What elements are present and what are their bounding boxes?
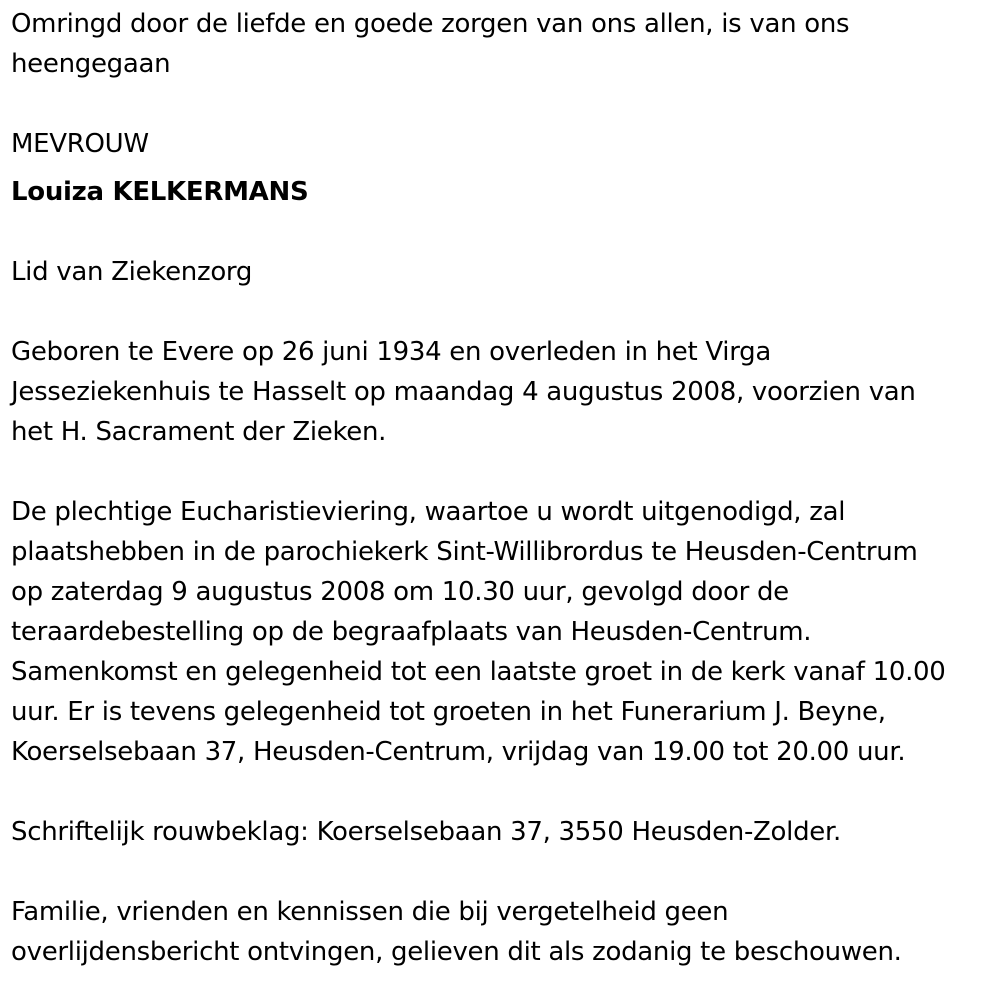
intro-line-2: heengegaan — [11, 49, 171, 79]
spacer — [11, 84, 990, 124]
closing-line-1: Familie, vrienden en kennissen die bij vergetelheid geen — [11, 897, 729, 927]
ceremony-line-3: op zaterdag 9 augustus 2008 om 10.30 uur, gevolgd door de — [11, 577, 789, 607]
spacer — [11, 292, 990, 332]
ceremony-line-6: uur. Er is tevens gelegenheid tot groeten in het Funerarium J. Beyne, — [11, 697, 886, 727]
ceremony-line-7: Koerselsebaan 37, Heusden-Centrum, vrijdag van 19.00 tot 20.00 uur. — [11, 737, 906, 767]
ceremony-line-1: De plechtige Eucharistieviering, waartoe u wordt uitgenodigd, zal — [11, 497, 846, 527]
spacer — [11, 212, 990, 252]
ceremony-line-4: teraardebestelling op de begraafplaats van Heusden-Centrum. — [11, 617, 812, 647]
closing-line-2: overlijdensbericht ontvingen, gelieven dit als zodanig te beschouwen. — [11, 937, 902, 967]
membership-line: Lid van Ziekenzorg — [11, 257, 253, 287]
spacer — [11, 852, 990, 892]
intro-paragraph — [11, 4, 990, 84]
birth-death-paragraph — [11, 332, 990, 452]
birth-death-line-3: het H. Sacrament der Zieken. — [11, 417, 387, 447]
spacer — [11, 452, 990, 492]
spacer — [11, 772, 990, 812]
intro-line-1: Omringd door de liefde en goede zorgen van ons allen, is van ons — [11, 9, 850, 39]
birth-death-line-2: Jesseziekenhuis te Hasselt op maandag 4 augustus 2008, voorzien van — [11, 377, 916, 407]
ceremony-paragraph — [11, 492, 990, 772]
closing-paragraph — [11, 892, 990, 972]
birth-death-line-1: Geboren te Evere op 26 juni 1934 en overleden in het Virga — [11, 337, 771, 367]
deceased-name: Louiza KELKERMANS — [11, 177, 309, 207]
ceremony-line-5: Samenkomst en gelegenheid tot een laatste groet in de kerk vanaf 10.00 — [11, 657, 946, 687]
honorific-title: MEVROUW — [11, 129, 149, 159]
ceremony-line-2: plaatshebben in de parochiekerk Sint-Willibrordus te Heusden-Centrum — [11, 537, 918, 567]
condolence-address: Schriftelijk rouwbeklag: Koerselsebaan 37, 3550 Heusden-Zolder. — [11, 817, 841, 847]
